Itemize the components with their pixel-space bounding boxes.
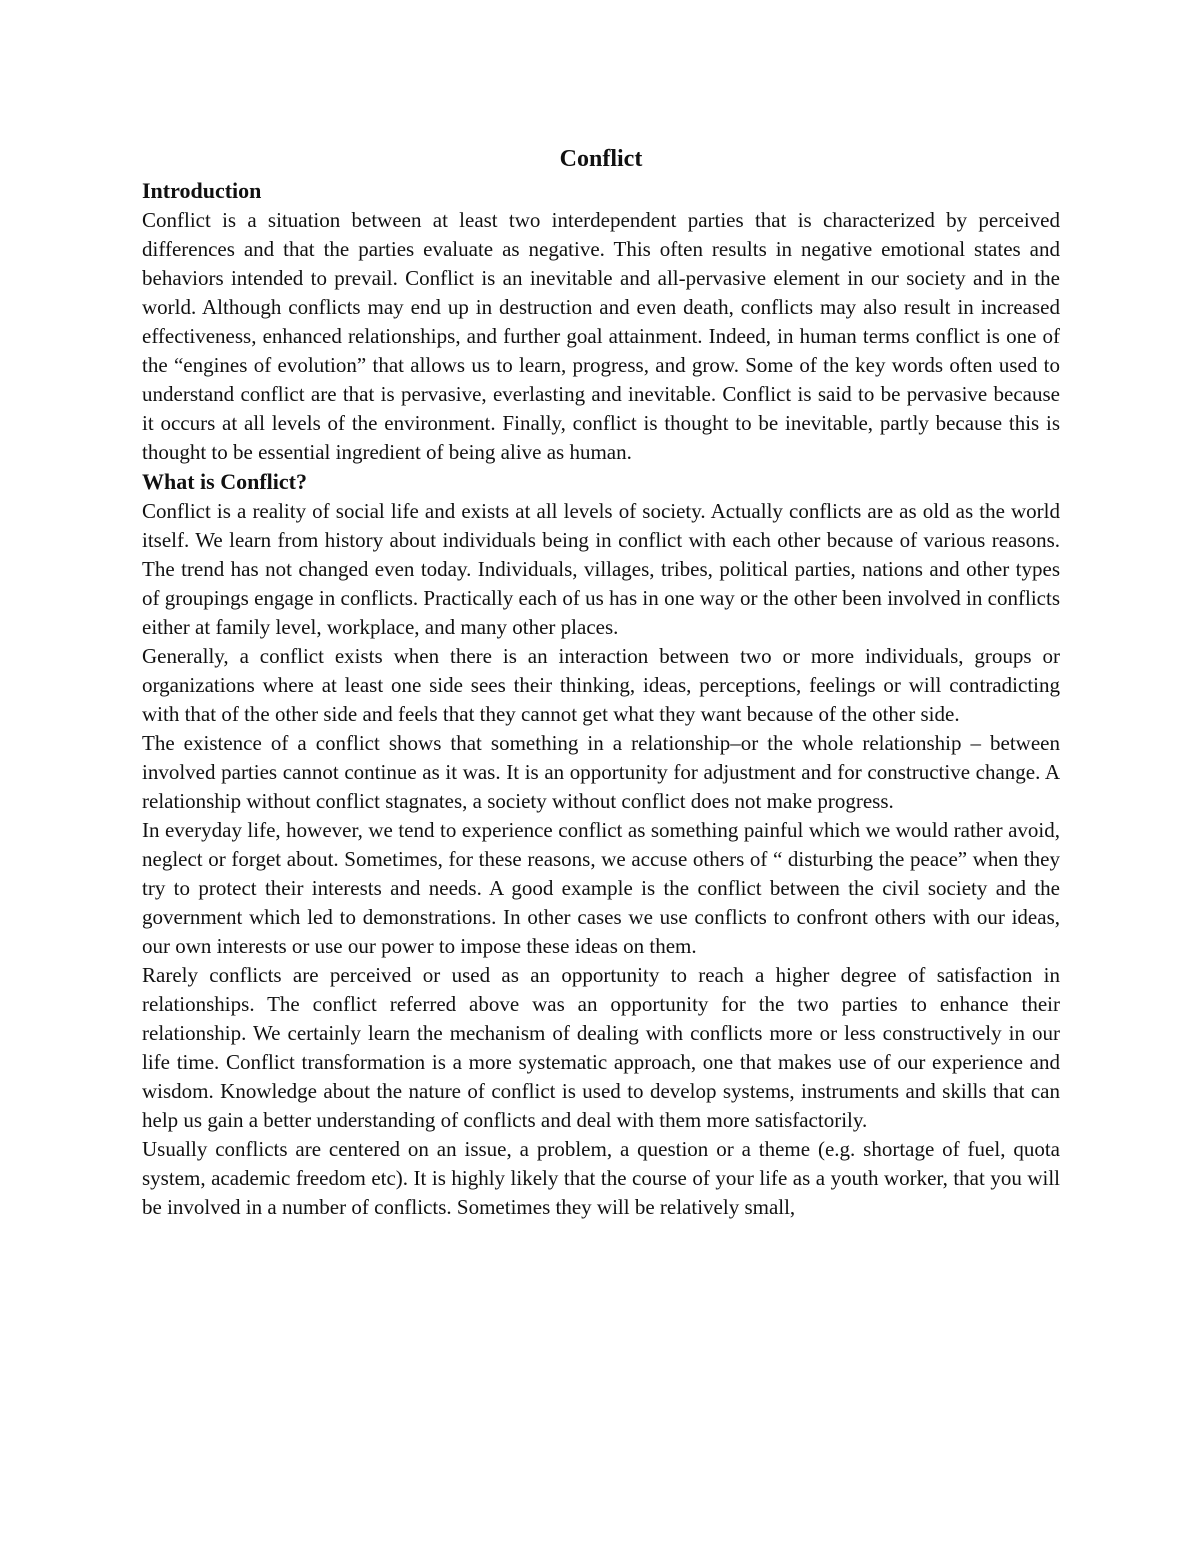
- section-heading-introduction: Introduction: [142, 178, 262, 203]
- paragraph: Generally, a conflict exists when there is an interaction between two or more individuals, groups or organizations where at least one side sees their thinking, ideas, perceptions, feelings or will contradicting with that of the other side and feels that they cannot get what they want because of the other side.: [142, 644, 1060, 726]
- paragraph: Usually conflicts are centered on an issue, a problem, a question or a theme (e.g. shortage of fuel, quota system, academic freedom etc). It is highly likely that the course of your life as a youth worker, that you will be involved in a number of conflicts. Sometimes they will be relatively small,: [142, 1137, 1060, 1219]
- section-heading-what-is-conflict: What is Conflict?: [142, 469, 307, 494]
- section-introduction: [142, 176, 1060, 467]
- paragraph: Conflict is a situation between at least two interdependent parties that is characterized by perceived differences and that the parties evaluate as negative. This often results in negative emotional states and behaviors intended to prevail. Conflict is an inevitable and all-pervasive element in our society and in the world. Although conflicts may end up in destruction and even death, conflicts may also result in increased effectiveness, enhanced relationships, and further goal attainment. Indeed, in human terms conflict is one of the “engines of evolution” that allows us to learn, progress, and grow. Some of the key words often used to understand conflict are that is pervasive, everlasting and inevitable. Conflict is said to be pervasive because it occurs at all levels of the environment. Finally, conflict is thought to be inevitable, partly because this is thought to be essential ingredient of being alive as human.: [142, 208, 1060, 464]
- document-title: Conflict: [559, 146, 643, 172]
- paragraph: Conflict is a reality of social life and exists at all levels of society. Actually conflicts are as old as the world itself. We learn from history about individuals being in conflict with each other because of various reasons. The trend has not changed even today. Individuals, villages, tribes, political parties, nations and other types of groupings engage in conflicts. Practically each of us has in one way or the other been involved in conflicts either at family level, workplace, and many other places.: [142, 499, 1060, 639]
- paragraph: The existence of a conflict shows that something in a relationship–or the whole relationship – between involved parties cannot continue as it was. It is an opportunity for adjustment and for constructive change. A relationship without conflict stagnates, a society without conflict does not make progress.: [142, 731, 1060, 813]
- paragraph: In everyday life, however, we tend to experience conflict as something painful which we would rather avoid, neglect or forget about. Sometimes, for these reasons, we accuse others of “ disturbing the peace” when they try to protect their interests and needs. A good example is the conflict between the civil society and the government which led to demonstrations. In other cases we use conflicts to confront others with our ideas, our own interests or use our power to impose these ideas on them.: [142, 818, 1060, 958]
- section-what-is-conflict: [142, 467, 1060, 1222]
- paragraph: Rarely conflicts are perceived or used as an opportunity to reach a higher degree of satisfaction in relationships. The conflict referred above was an opportunity for the two parties to enhance their relationship. We certainly learn the mechanism of dealing with conflicts more or less constructively in our life time. Conflict transformation is a more systematic approach, one that makes use of our experience and wisdom. Knowledge about the nature of conflict is used to develop systems, instruments and skills that can help us gain a better understanding of conflicts and deal with them more satisfactorily.: [142, 963, 1060, 1132]
- document-body: [142, 140, 1060, 1222]
